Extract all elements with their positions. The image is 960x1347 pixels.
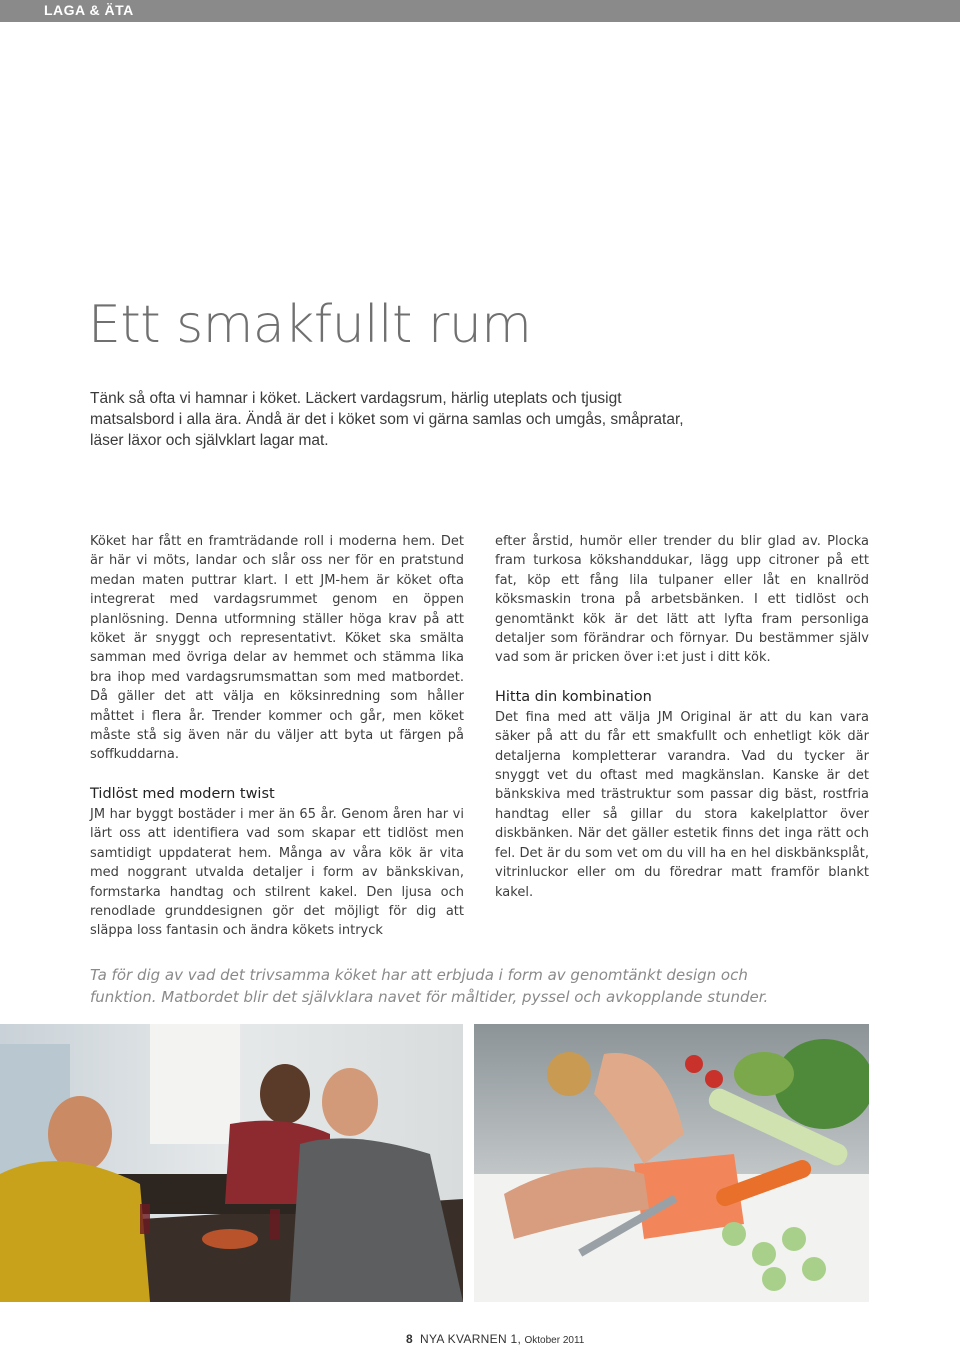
body-paragraph: JM har byggt bostäder i mer än 65 år. Genom åren har vi lärt oss att identifiera vad som skapar ett tidlöst men samtidigt uppdaterat hem. Många av våra kök är vita med noggrant utvalda detaljer i form av bänkskivan, formstarka handtag och stilrent kakel. Den ljusa och renodlade grunddesignen gör det möjligt för dig att släppa loss fantasin och ändra kökets intryck	[90, 806, 464, 939]
people-at-table-photo-icon	[0, 1024, 463, 1302]
article-ingress: Tänk så ofta vi hamnar i köket. Läckert vardagsrum, härlig uteplats och tjusigt matsalsbord i alla ära. Ändå är det i köket som vi gärna samlas och umgås, småpratar, läser läxor och självklart lagar mat.	[90, 390, 684, 449]
column-left	[90, 532, 464, 941]
article-title: Ett smakfullt rum	[88, 295, 532, 355]
top-section-bar	[0, 0, 960, 22]
page-footer	[406, 1332, 584, 1346]
section-label: LAGA & ÄTA	[44, 2, 134, 18]
subheading-hitta: Hitta din kombination	[495, 688, 652, 705]
column-right	[495, 532, 869, 902]
issue-date: Oktober 2011	[524, 1335, 585, 1346]
body-paragraph: Det fina med att välja JM Original är att du kan vara säker på att du får ett smakfullt och enhetligt kök där detaljerna kompletterar varandra. Vad du tycker är snyggt vet du oftast med magkänslan. Kanske är det bänkskiva med trästruktur som passar dig bäst, rostfria handtag eller så gillar du stora kakelplattor över diskbänken. När det gäller estetik finns det inga rätt och fel. Det är du som vet om du vill ha en hel diskbänksplåt, vitrinluckor eller om du föredrar matt framför blankt kakel.	[495, 709, 869, 900]
chopping-vegetables-photo-icon	[474, 1024, 869, 1302]
photo-caption: Ta för dig av vad det trivsamma köket har att erbjuda i form av genomtänkt design och funktion. Matbordet blir det självklara navet för måltider, pyssel och avkopplande stunder.	[90, 966, 769, 1006]
body-paragraph: efter årstid, humör eller trender du blir glad av. Plocka fram turkosa kökshanddukar, lägg upp citroner på ett fat, köp ett fång lila tulpaner eller låt en knallröd köksmaskin trona på arbetsbänken. I ett tidlöst och genomtänkt kök är det lätt att lyfta fram personliga detaljer som förändrar och förnyar. Du bestämmer själv vad som är pricken över i:et just i ditt kök.	[495, 534, 869, 666]
magazine-name: NYA KVARNEN 1,	[420, 1332, 522, 1346]
body-paragraph: Köket har fått en framträdande roll i moderna hem. Det är här vi möts, landar och slår oss ner för en pratstund medan maten puttrar klart. I ett JM-hem är köket ofta integrerat med vardagsrummet genom en öppen planlösning. Denna utformning ställer höga krav på att köket är snyggt och representativt. Köket ska smälta samman med övriga delar av hemmet och stämma lika bra ihop med vardagsrumsmattan som med matbordet. Då gäller det att välja en köksinredning som håller måttet i flera år. Trender kommer och går, men köket måste stå sig även när du väljer att byta ut färgen på soffkuddarna.	[90, 534, 464, 763]
subheading-tidlost: Tidlöst med modern twist	[90, 785, 275, 802]
page-number: 8	[406, 1332, 413, 1346]
